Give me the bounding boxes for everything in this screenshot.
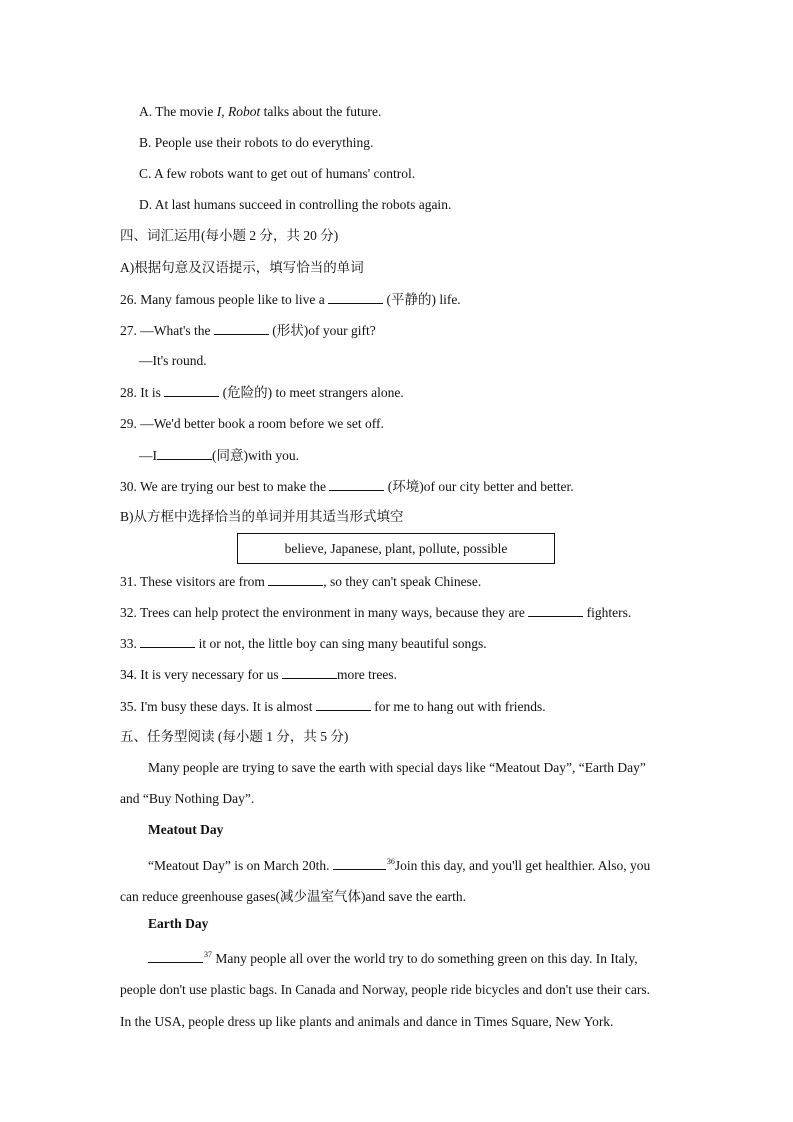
question-35: 35. I'm busy these days. It is almost for me to hang out with friends. — [120, 696, 546, 717]
answer-blank-35[interactable] — [316, 696, 371, 711]
answer-blank-33[interactable] — [140, 633, 195, 648]
word-box — [237, 533, 555, 564]
answer-blank-31[interactable] — [268, 571, 323, 586]
section5-heading: 五、任务型阅读 (每小题 1 分，共 5 分) — [120, 729, 349, 744]
answer-blank-26[interactable] — [328, 289, 383, 304]
question-29: 29. —We'd better book a room before we set off. — [120, 416, 384, 431]
intro-line-2: and “Buy Nothing Day”. — [120, 791, 255, 806]
meatout-line-2: can reduce greenhouse gases(减少温室气体)and save the earth. — [120, 889, 466, 904]
answer-blank-34[interactable] — [282, 664, 337, 679]
option-a: A. The movie I, Robot talks about the future. — [139, 104, 382, 119]
question-34: 34. It is very necessary for us more trees. — [120, 664, 397, 685]
question-number-36: 36 — [386, 857, 395, 866]
answer-blank-32[interactable] — [528, 602, 583, 617]
part-a-instruction: A)根据句意及汉语提示，填写恰当的单词 — [120, 260, 364, 275]
answer-blank-27[interactable] — [214, 320, 269, 335]
answer-blank-37[interactable] — [148, 948, 203, 963]
answer-blank-28[interactable] — [164, 382, 219, 397]
question-33: 33. it or not, the little boy can sing many beautiful songs. — [120, 633, 487, 654]
option-d: D. At last humans succeed in controlling the robots again. — [139, 197, 452, 212]
question-32: 32. Trees can help protect the environment in many ways, because they are fighters. — [120, 602, 631, 623]
question-30: 30. We are trying our best to make the (环境)of our city better and better. — [120, 476, 574, 497]
meatout-heading: Meatout Day — [148, 822, 224, 837]
earth-day-paragraph — [120, 945, 674, 1032]
movie-title: I, Robot — [216, 104, 261, 119]
intro-paragraph — [120, 758, 674, 809]
part-b-instruction: B)从方框中选择恰当的单词并用其适当形式填空 — [120, 509, 404, 524]
option-b: B. People use their robots to do everything. — [139, 135, 374, 150]
section4-heading: 四、词汇运用(每小题 2 分，共 20 分) — [120, 228, 339, 243]
question-31: 31. These visitors are from , so they can't speak Chinese. — [120, 571, 481, 592]
earth-line-2: people don't use plastic bags. In Canada and Norway, people ride bicycles and don't use their cars. — [120, 982, 650, 997]
question-27: 27. —What's the (形状)of your gift? — [120, 320, 376, 341]
answer-blank-30[interactable] — [329, 476, 384, 491]
option-c: C. A few robots want to get out of humans' control. — [139, 166, 416, 181]
meatout-paragraph — [120, 852, 674, 907]
question-27-reply: —It's round. — [139, 353, 207, 368]
answer-blank-29[interactable] — [157, 445, 212, 460]
earth-line-3: In the USA, people dress up like plants and animals and dance in Times Square, New York. — [120, 1014, 614, 1029]
question-28: 28. It is (危险的) to meet strangers alone. — [120, 382, 404, 403]
earth-day-heading: Earth Day — [148, 916, 209, 931]
question-26: 26. Many famous people like to live a (平静的) life. — [120, 289, 461, 310]
intro-line-1: Many people are trying to save the earth with special days like “Meatout Day”, “Earth Day” — [148, 760, 646, 775]
answer-blank-36[interactable] — [333, 855, 386, 870]
earth-line-1: $^{37}$ Many people all over the world try to do something green on this day. In Italy, — [120, 945, 674, 969]
word-box-text: believe, Japanese, plant, pollute, possible — [284, 540, 508, 556]
question-29-reply: —I (同意)with you. — [139, 445, 299, 466]
meatout-line-1: “Meatout Day” is on March 20th. $^{36}$Join this day, and you'll get healthier. Also, you — [148, 857, 651, 873]
question-number-37: 37 — [204, 950, 212, 959]
